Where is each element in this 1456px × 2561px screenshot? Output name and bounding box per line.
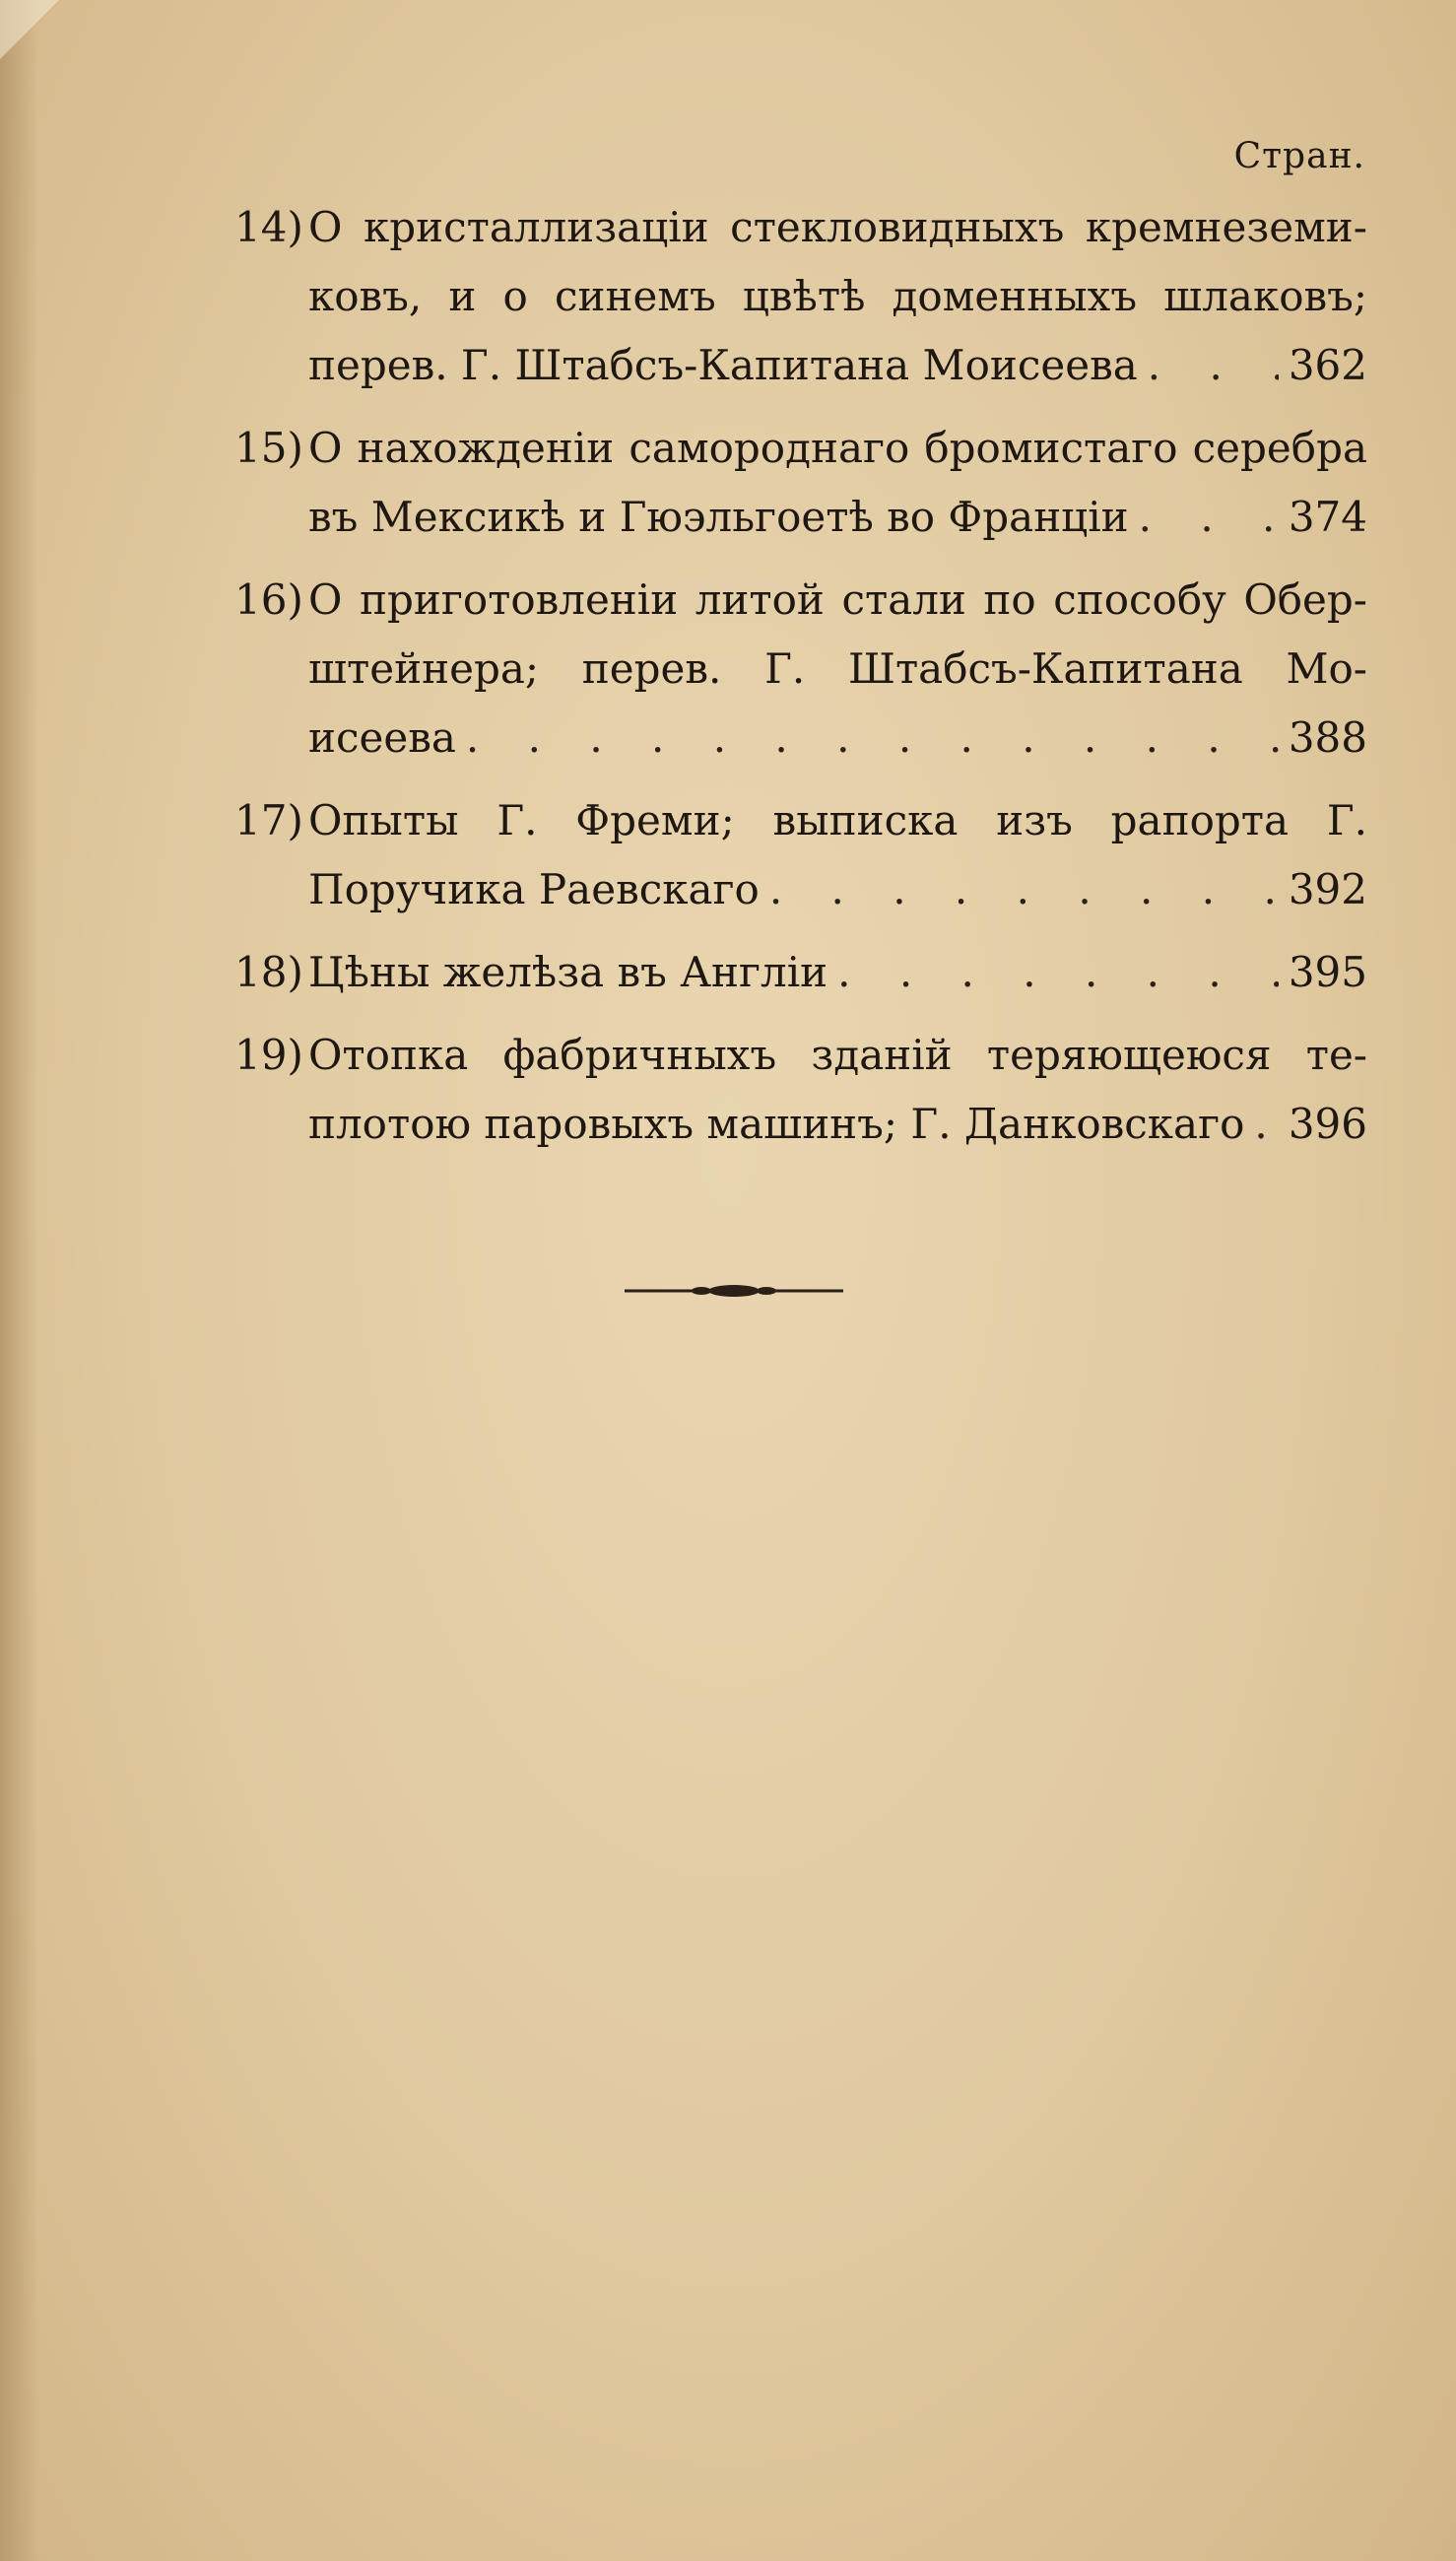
entry-line: О нахожденіи самороднаго бромистаго серебра	[308, 424, 1367, 472]
entry-line: О приготовленіи литой стали по способу Обер-	[308, 575, 1367, 624]
entry-number: 17)	[234, 796, 303, 844]
ornament-divider	[621, 1279, 847, 1303]
page-column-header: Стран.	[1233, 136, 1365, 176]
entry-line: штейнера; перев. Г. Штабсъ-Капитана Мо-	[308, 644, 1367, 693]
table-of-contents	[234, 193, 1367, 1173]
entry-line: ковъ, и о синемъ цвѣтѣ доменныхъ шлаковъ;	[308, 272, 1367, 320]
dot-leader	[1139, 483, 1279, 552]
toc-entry	[234, 414, 1367, 552]
entry-line: исеева	[308, 713, 456, 762]
page-number: 362	[1288, 341, 1367, 389]
dot-leader	[466, 704, 1279, 773]
entry-last-line	[308, 1090, 1367, 1159]
entry-line: Цѣны желѣза въ Англіи	[308, 948, 828, 996]
page-number: 374	[1288, 493, 1367, 541]
dot-leader	[769, 855, 1279, 924]
toc-entry	[234, 786, 1367, 924]
entry-number: 19)	[234, 1031, 303, 1079]
toc-entry	[234, 1021, 1367, 1159]
entry-last-line	[308, 483, 1367, 552]
entry-last-line	[308, 704, 1367, 773]
entry-number: 16)	[234, 575, 303, 624]
entry-last-line	[308, 938, 1367, 1007]
page-edge-shadow	[0, 0, 39, 2561]
entry-line: О кристаллизаціи стекловидныхъ кремнеземи-	[308, 203, 1367, 251]
entry-line: перев. Г. Штабсъ-Капитана Моисеева	[308, 341, 1138, 389]
entry-number: 15)	[234, 424, 303, 472]
entry-last-line	[308, 855, 1367, 924]
corner-fold	[0, 0, 59, 59]
entry-line: Поручика Раевскаго	[308, 865, 760, 913]
toc-entry	[234, 938, 1367, 1007]
entry-last-line	[308, 331, 1367, 400]
page-number: 392	[1288, 865, 1367, 913]
entry-line: плотою паровыхъ машинъ; Г. Данковскаго	[308, 1100, 1245, 1148]
toc-entry	[234, 566, 1367, 773]
dot-leader	[837, 938, 1279, 1007]
entry-number: 18)	[234, 948, 303, 996]
entry-number: 14)	[234, 203, 303, 251]
entry-line: Отопка фабричныхъ зданій теряющеюся те-	[308, 1031, 1367, 1079]
dot-leader	[1254, 1090, 1278, 1159]
page-number: 388	[1288, 713, 1367, 762]
page-number: 396	[1288, 1100, 1367, 1148]
page-number: 395	[1288, 948, 1367, 996]
toc-entry	[234, 193, 1367, 400]
entry-line: Опыты Г. Фреми; выписка изъ рапорта Г.	[308, 796, 1367, 844]
dot-leader	[1148, 331, 1279, 400]
entry-line: въ Мексикѣ и Гюэльгоетѣ во Франціи	[308, 493, 1129, 541]
